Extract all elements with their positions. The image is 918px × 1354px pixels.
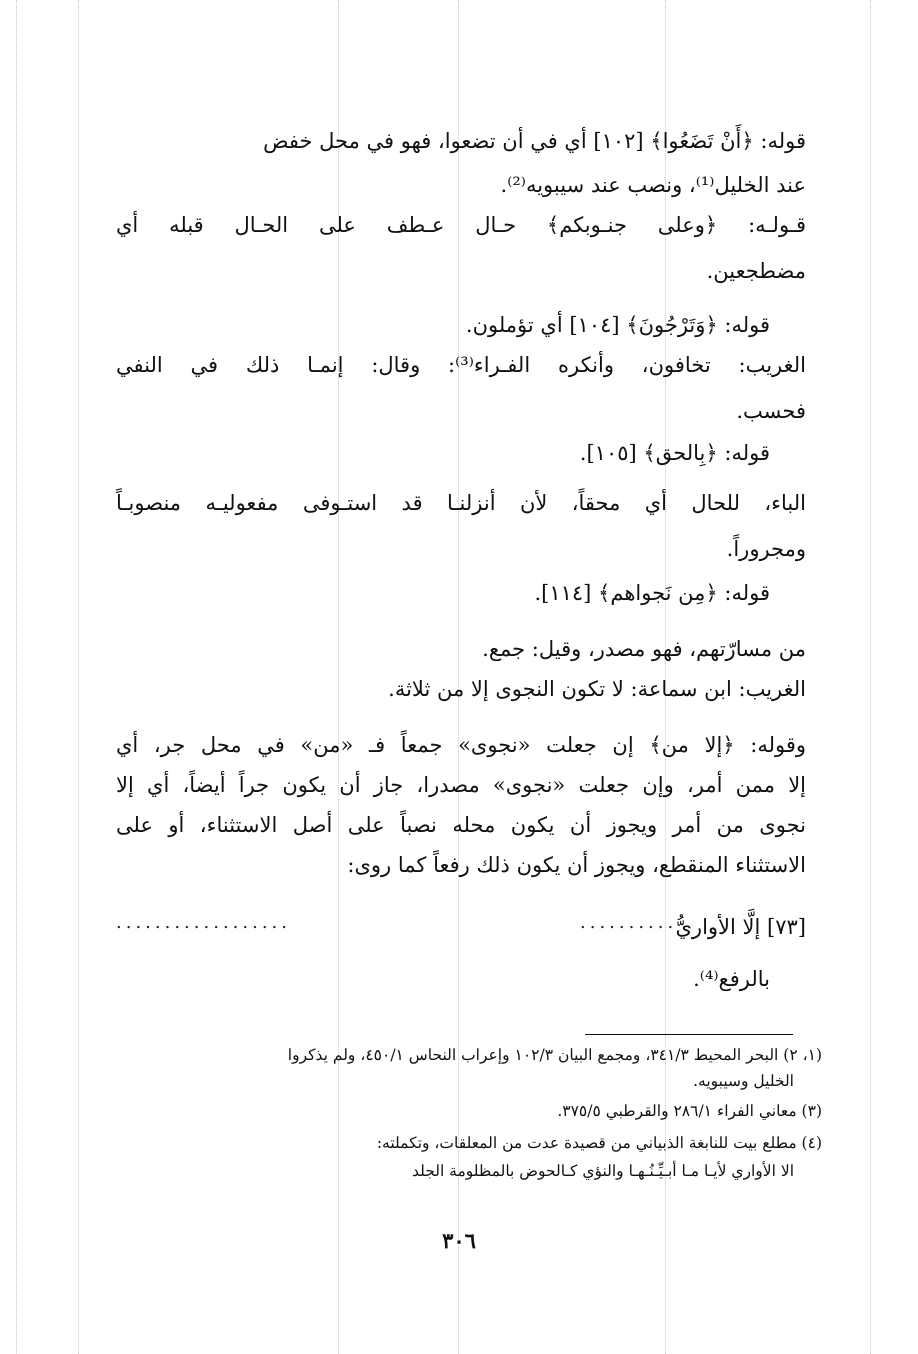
body-line: قـولـه: ﴿وعلى جنـوبكم﴾ حـال عـطف على الحـال قبله أي xyxy=(116,213,806,237)
body-line: الاستثناء المنقطع، ويجوز أن يكون ذلك رفعاً كما روى: xyxy=(347,853,806,877)
footnote-line: الخليل وسيبويه. xyxy=(693,1072,794,1090)
body-line: ومجروراً. xyxy=(726,537,806,561)
body-line: فحسب. xyxy=(736,399,806,423)
body-line: قوله: ﴿أَنْ تَضَعُوا﴾ [١٠٢] أي في أن تضعوا، فهو في محل خفض xyxy=(263,129,806,153)
verse-ellipsis: .................. xyxy=(116,912,291,933)
footnote-line: (٣) معاني الفراء ٢٨٦/١ والقرطبي ٣٧٥/٥. xyxy=(557,1102,822,1120)
page-number: ٣٠٦ xyxy=(442,1228,476,1253)
footnote-line: (٤) مطلع بيت للنابغة الذبياني من قصيدة عدت من المعلقات، وتكملته: xyxy=(376,1134,822,1152)
scan-guide-line xyxy=(78,0,79,1354)
body-line: الغريب: ابن سماعة: لا تكون النجوى إلا من ثلاثة. xyxy=(388,677,806,701)
scan-guide-line xyxy=(870,0,871,1354)
footnote-verse: الا الأواري لأيـا مـا أبـيِّـنُـهـا والنؤي كـالحوض بالمظلومة الجلد xyxy=(411,1162,794,1180)
body-line: من مسارّتهم، فهو مصدر، وقيل: جمع. xyxy=(482,637,806,661)
body-line: الغريب: تخافون، وأنكره الفـراء⁽³⁾: وقال: إنمـا ذلك في النفي xyxy=(116,353,806,377)
body-line: قوله: ﴿وَتَرْجُونَ﴾ [١٠٤] أي تؤملون. xyxy=(465,313,770,337)
body-line: نجوى من أمر ويجوز أن يكون محله نصباً على أصل الاستثناء، أو على xyxy=(116,813,806,837)
body-line: مضطجعين. xyxy=(706,259,806,283)
body-line: بالرفع⁽⁴⁾. xyxy=(693,967,770,991)
body-line: وقوله: ﴿إلا من﴾ إن جعلت «نجوى» جمعاً فـ «من» في محل جر، أي xyxy=(116,733,806,757)
verse-ellipsis: .......... xyxy=(580,912,678,933)
body-line: قوله: ﴿مِن نَجواهم﴾ [١١٤]. xyxy=(534,581,770,605)
body-line: عند الخليل⁽¹⁾، ونصب عند سيبويه⁽²⁾. xyxy=(500,173,806,197)
footnote-line: (١، ٢) البحر المحيط ٣٤١/٣، ومجمع البيان ١٠٢/٣ وإعراب النحاس ٤٥٠/١، ولم يذكروا xyxy=(287,1046,822,1064)
body-line: الباء، للحال أي محقاً، لأن أنزلنـا قد استـوفى مفعوليـه منصوبـاً xyxy=(116,491,806,515)
footnote-separator xyxy=(585,1034,793,1035)
body-line: قوله: ﴿بِالحق﴾ [١٠٥]. xyxy=(579,441,770,465)
scan-guide-line xyxy=(16,0,17,1354)
verse-citation: [٧٣] إلَّا الأواريُّ xyxy=(675,915,806,939)
body-line: إلا ممن أمر، وإن جعلت «نجوى» مصدرا، جاز أن يكون جراً أيضاً، أي إلا xyxy=(116,773,806,797)
